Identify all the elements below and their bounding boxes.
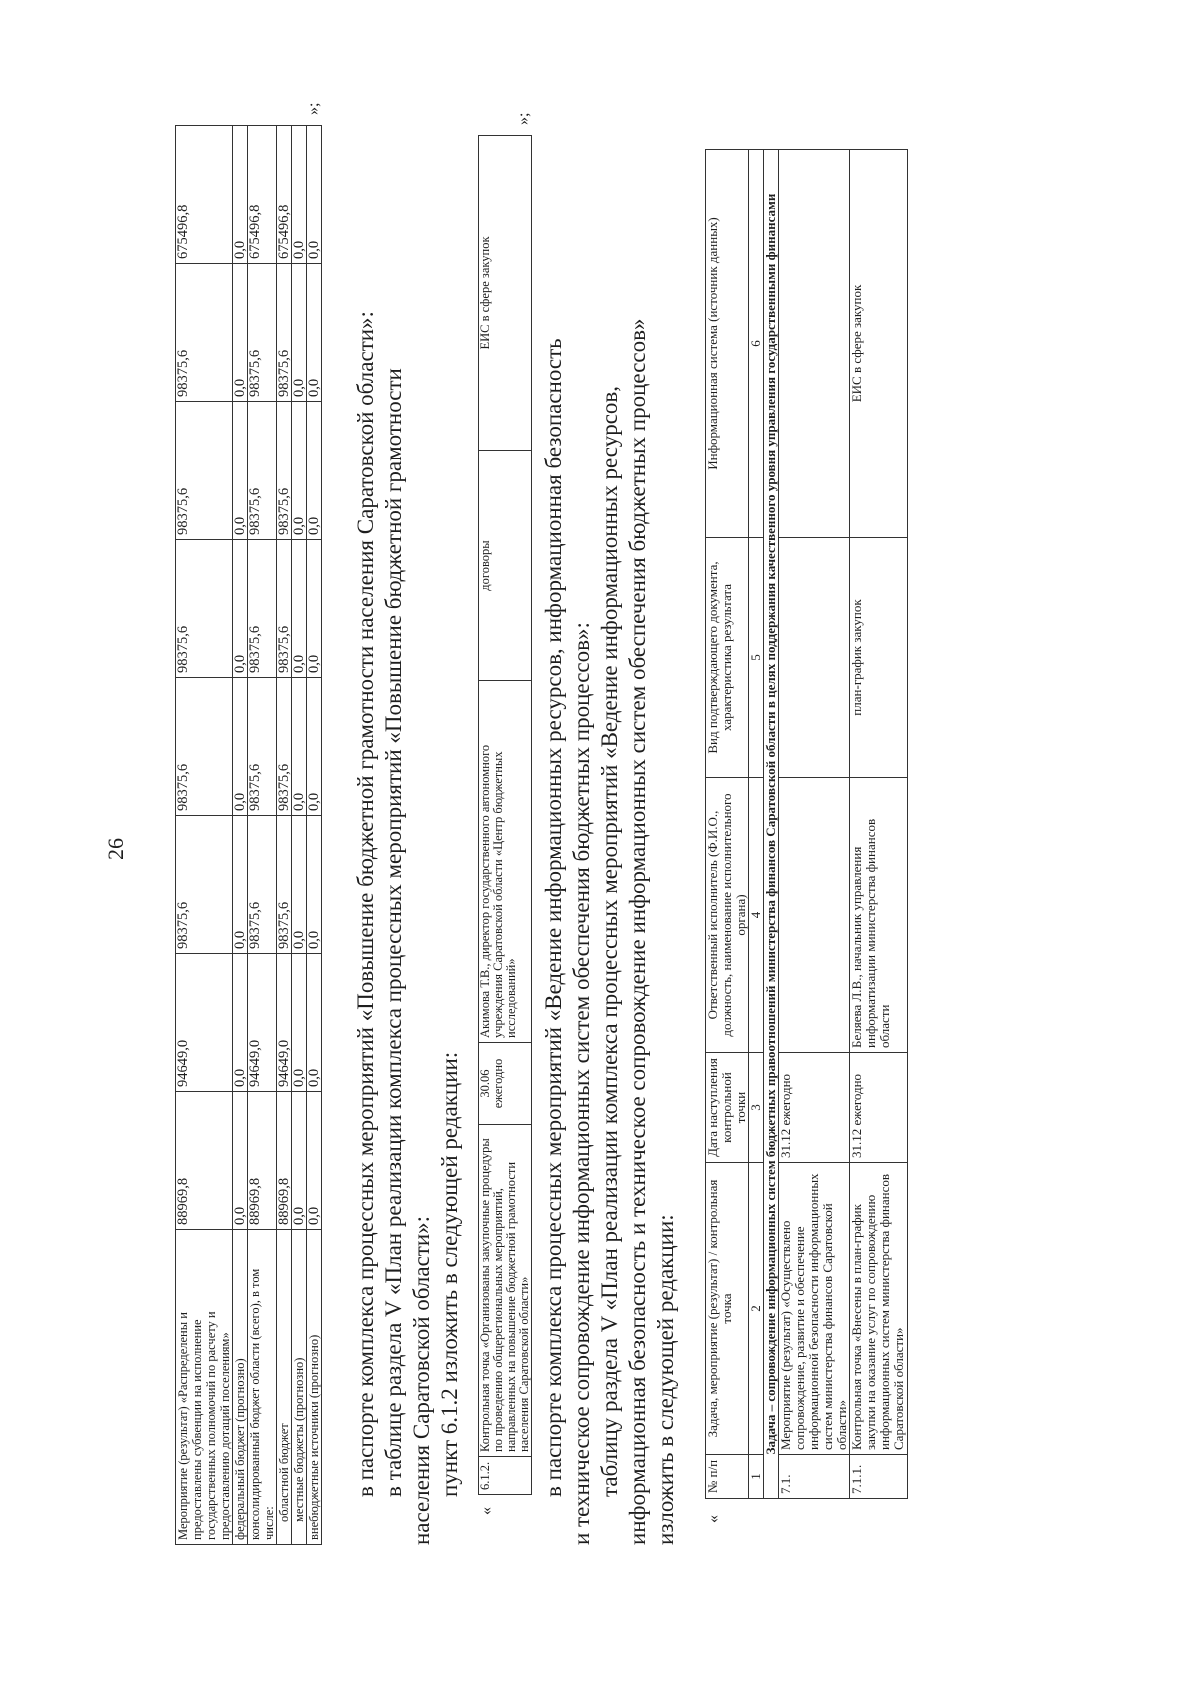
value-cell: 0,0 [233, 816, 248, 954]
row-label: федеральный бюджет (прогнозно) [233, 1230, 248, 1545]
finance-table [175, 125, 322, 1545]
table-row [307, 126, 322, 1545]
value-cell: 94649,0 [277, 954, 292, 1092]
table-row [248, 126, 277, 1545]
task-title: Задача – сопровождение информационных систем бюджетных правоотношений министерства финансов Саратовской области в целях поддержания качественного уровня управления государственными финансами [764, 150, 779, 1499]
value-cell: 0,0 [233, 264, 248, 402]
row-name: Мероприятие (результат) «Осуществлено сопровождение, развитие и обеспечение информационной безопасности информационных систем министерства финансов Саратовской области» [779, 1163, 850, 1455]
row-date: 31.12 ежегодно [779, 1053, 850, 1163]
col-number: 5 [749, 538, 764, 778]
value-cell: 98375,6 [277, 678, 292, 816]
col-number: 6 [749, 150, 764, 538]
plan-table [705, 149, 908, 1499]
table-row [850, 150, 908, 1499]
value-cell: 0,0 [292, 540, 307, 678]
cp-date: 30.06 ежегодно [479, 1043, 532, 1125]
value-cell: 675496,8 [248, 126, 277, 264]
row-label: внебюджетные источники (прогнозно) [307, 1230, 322, 1545]
row-label: местные бюджеты (прогнозно) [292, 1230, 307, 1545]
open-quote: « [705, 1515, 722, 1523]
row-date: 31.12 ежегодно [850, 1053, 908, 1163]
value-cell: 88969,8 [248, 1092, 277, 1230]
value-cell: 98375,6 [176, 540, 233, 678]
paragraph: в таблице раздела V «План реализации комплекса процессных мероприятий «Повышение бюджетной грамотности [381, 368, 406, 1497]
cp-responsible: Акимова Т.В., директор государственного автономного учреждения Саратовской области «Центр бюджетных исследований» [479, 681, 532, 1043]
open-quote: « [478, 1507, 495, 1515]
value-cell: 0,0 [307, 402, 322, 540]
col-number: 4 [749, 778, 764, 1053]
value-cell: 0,0 [307, 264, 322, 402]
row-label: областной бюджет [277, 1230, 292, 1545]
closing-quote: »; [305, 102, 322, 115]
row-number: 7.1. [779, 1455, 850, 1499]
value-cell: 0,0 [307, 678, 322, 816]
value-cell: 98375,6 [277, 402, 292, 540]
value-cell: 0,0 [233, 678, 248, 816]
value-cell: 0,0 [307, 954, 322, 1092]
value-cell: 0,0 [292, 264, 307, 402]
paragraph: пункт 6.1.2 изложить в следующей редакции: [437, 1051, 462, 1497]
row-system [779, 150, 850, 538]
value-cell: 0,0 [292, 816, 307, 954]
value-cell: 94649,0 [248, 954, 277, 1092]
paragraph: и техническое сопровождение информационных систем обеспечения бюджетных процессов»: [569, 622, 594, 1545]
control-point-table [478, 135, 532, 1495]
value-cell: 0,0 [292, 678, 307, 816]
row-label: Мероприятие (результат) «Распределены и предоставлены субвенции на исполнение государственных полномочий по расчету и предоставлению дотаций поселениям» [176, 1230, 233, 1545]
value-cell: 98375,6 [277, 264, 292, 402]
value-cell: 0,0 [233, 402, 248, 540]
col-number: 2 [749, 1163, 764, 1455]
task-row [764, 150, 779, 1499]
value-cell: 98375,6 [248, 540, 277, 678]
row-responsible: Беляева Л.В., начальник управления информатизации министерства финансов области [850, 778, 908, 1053]
value-cell: 98375,6 [248, 816, 277, 954]
rotated-page [130, 102, 1030, 1545]
page-number: 26 [103, 838, 128, 860]
row-name: Контрольная точка «Внесены в план-график закупки на оказание услуг по сопровождению информационных систем министерства финансов Саратовской области» [850, 1163, 908, 1455]
value-cell: 98375,6 [248, 402, 277, 540]
table-row [479, 136, 532, 1495]
table-row [233, 126, 248, 1545]
col-header: Дата наступления контрольной точки [706, 1053, 749, 1163]
value-cell: 675496,8 [277, 126, 292, 264]
value-cell: 675496,8 [176, 126, 233, 264]
col-header: Информационная система (источник данных) [706, 150, 749, 538]
value-cell: 88969,8 [277, 1092, 292, 1230]
table-row [292, 126, 307, 1545]
table-number-row [749, 150, 764, 1499]
value-cell: 0,0 [307, 1092, 322, 1230]
value-cell: 0,0 [307, 126, 322, 264]
closing-quote: »; [515, 112, 532, 125]
value-cell: 0,0 [307, 816, 322, 954]
value-cell: 98375,6 [248, 678, 277, 816]
col-number: 3 [749, 1053, 764, 1163]
col-number: 1 [749, 1455, 764, 1499]
paragraph: в паспорте комплекса процессных мероприятий «Ведение информационных ресурсов, информационная безопасность [541, 338, 566, 1497]
paragraph: информационная безопасность и техническое сопровождение информационных систем обеспечения бюджетных процессов» [625, 318, 650, 1545]
row-system: ЕИС в сфере закупок [850, 150, 908, 538]
table-row [277, 126, 292, 1545]
row-document: план-график закупок [850, 538, 908, 778]
col-header: Вид подтверждающего документа, характеристика результата [706, 538, 749, 778]
value-cell: 88969,8 [176, 1092, 233, 1230]
cp-description: Контрольная точка «Организованы закупочные процедуры по проведению общерегиональных мероприятий, направленных на повышение бюджетной грамотности населения Саратовской области» [479, 1125, 532, 1457]
col-header: Ответственный исполнитель (Ф.И.О., должность, наименование исполнительного органа) [706, 778, 749, 1053]
table-header-row [706, 150, 749, 1499]
value-cell: 98375,6 [176, 264, 233, 402]
cp-document: договоры [479, 451, 532, 681]
row-responsible [779, 778, 850, 1053]
value-cell: 98375,6 [277, 816, 292, 954]
value-cell: 0,0 [233, 126, 248, 264]
cp-number: 6.1.2. [479, 1457, 532, 1495]
table-row [176, 126, 233, 1545]
value-cell: 98375,6 [176, 816, 233, 954]
cp-system: ЕИС в сфере закупок [479, 136, 532, 451]
value-cell: 98375,6 [176, 402, 233, 540]
value-cell: 98375,6 [277, 540, 292, 678]
paragraph: таблицу раздела V «План реализации комплекса процессных мероприятий «Ведение информационных ресурсов, [597, 385, 622, 1497]
value-cell: 0,0 [233, 954, 248, 1092]
col-header: № п/п [706, 1455, 749, 1499]
value-cell: 0,0 [307, 540, 322, 678]
paragraph: изложить в следующей редакции: [653, 1214, 678, 1545]
row-label: консолидированный бюджет области (всего), в том числе: [248, 1230, 277, 1545]
value-cell: 0,0 [233, 1092, 248, 1230]
paragraph: в паспорте комплекса процессных мероприятий «Повышение бюджетной грамотности населения Саратовской области»: [353, 311, 378, 1497]
value-cell: 98375,6 [248, 264, 277, 402]
value-cell: 94649,0 [176, 954, 233, 1092]
value-cell: 0,0 [292, 954, 307, 1092]
value-cell: 0,0 [292, 1092, 307, 1230]
paragraph: населения Саратовской области»: [409, 1215, 434, 1545]
row-document [779, 538, 850, 778]
table-row [779, 150, 850, 1499]
row-number: 7.1.1. [850, 1455, 908, 1499]
value-cell: 98375,6 [176, 678, 233, 816]
value-cell: 0,0 [292, 402, 307, 540]
value-cell: 0,0 [233, 540, 248, 678]
value-cell: 0,0 [292, 126, 307, 264]
col-header: Задача, мероприятие (результат) / контрольная точка [706, 1163, 749, 1455]
